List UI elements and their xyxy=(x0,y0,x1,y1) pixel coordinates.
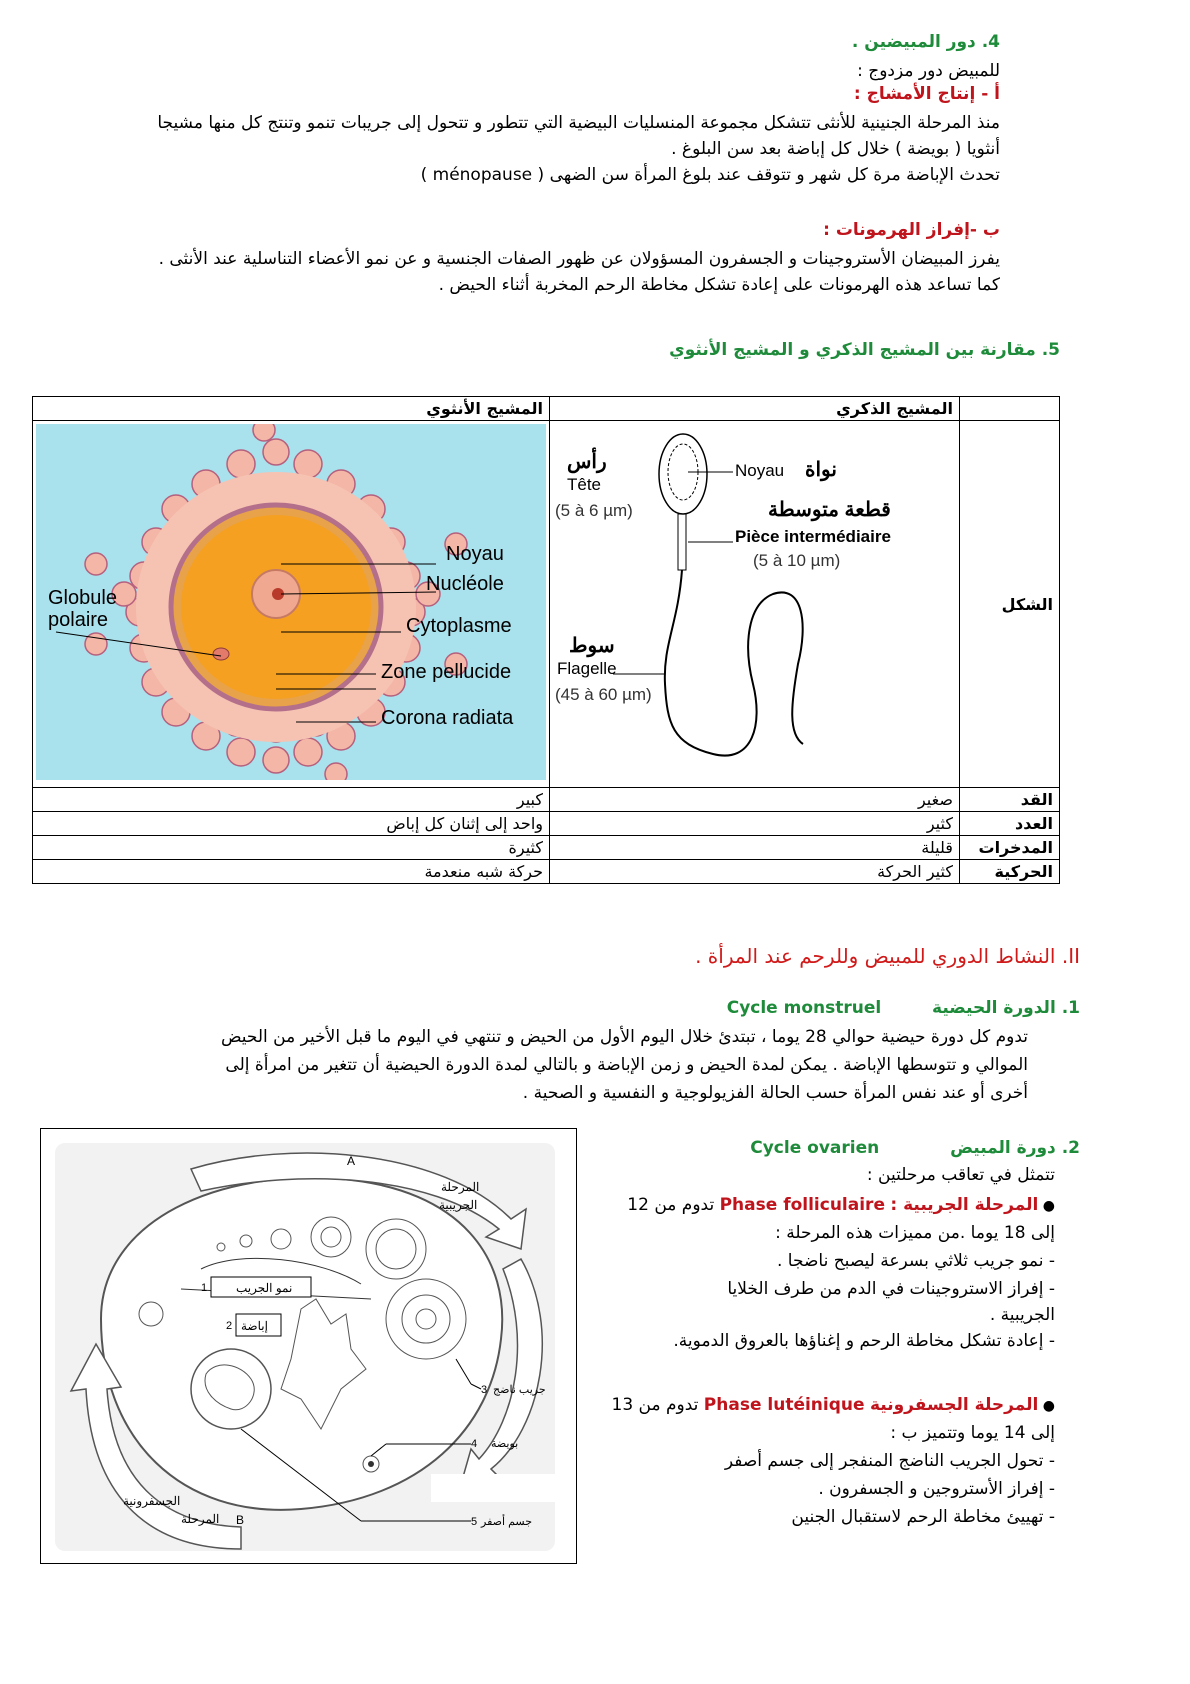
phase1-item: - نمو جريب ثلاثي بسرعة ليصبح ناضجا . xyxy=(777,1251,1055,1271)
table-header-row xyxy=(33,397,1060,421)
label-piece-ar: قطعة متوسطة xyxy=(768,499,891,521)
label-ovulation: إباضة xyxy=(241,1319,268,1333)
phase2-item: - إفراز الأستروجين و الجسفرون . xyxy=(818,1479,1055,1499)
label-noyau-ar: نواة xyxy=(805,459,837,481)
table-row xyxy=(33,812,1060,836)
label-n4: 4 xyxy=(471,1438,478,1450)
cell-male-reserves: قليلة xyxy=(550,836,960,860)
sperm-diagram xyxy=(553,424,943,780)
section4b-line2: كما تساعد هذه الهرمونات على إعادة تشكل مخاطة الرحم المخربة أثناء الحيض . xyxy=(438,275,1000,295)
label-nucleole: Nucléole xyxy=(426,573,504,595)
header-male: المشيج الذكري xyxy=(550,397,960,421)
section4a-title: أ - إنتاج الأمشاج : xyxy=(853,84,1000,104)
section4-heading: 4. دور المبيضين . xyxy=(851,32,1000,52)
label-phase-f1: المرحلة xyxy=(441,1180,480,1194)
phase2-item-1: تحول الجريب الناضج المنفجر إلى جسم أصفر xyxy=(724,1451,1044,1471)
section2-intro: تتمثل في تعاقب مرحلتين : xyxy=(866,1165,1055,1185)
table-row-shape xyxy=(33,421,1060,788)
cell-female-size: كبير xyxy=(33,788,550,812)
label-tete-size: (5 à 6 µm) xyxy=(555,501,633,520)
cell-male-count: كثير xyxy=(550,812,960,836)
label-A: A xyxy=(347,1154,356,1168)
section4a-line2: أنثويا ( بويضة ) خلال كل إباضة بعد سن البلوغ . xyxy=(671,139,1000,159)
header-female: المشيج الأنثوي xyxy=(33,397,550,421)
phase2-item-2: إفراز الأستروجين و الجسفرون . xyxy=(818,1479,1044,1499)
section1-heading-row xyxy=(727,998,1080,1018)
cell-female-count: واحد إلى إثنان كل إباض xyxy=(33,812,550,836)
label-mature-follicle: جريب ناضج xyxy=(493,1384,546,1396)
bullet-icon: ● xyxy=(1038,1398,1055,1414)
label-n3: 3 xyxy=(481,1384,488,1396)
label-n1: 1 xyxy=(201,1282,208,1294)
section1-heading: 1. الدورة الحيضية xyxy=(932,998,1080,1018)
phase2-ar: المرحلة الجسفرونية xyxy=(869,1395,1039,1415)
label-zone: Zone pellucide xyxy=(381,661,512,683)
section1-fr: Cycle monstruel xyxy=(726,998,882,1018)
header-empty xyxy=(959,397,1059,421)
label-phase-f2: الجريبية xyxy=(439,1198,478,1212)
section4-intro: للمبيض دور مزدوج : xyxy=(857,61,1000,81)
ovum-figure-cell xyxy=(33,421,550,788)
phase1-item: - إعادة تشكل مخاطة الرحم و إغناؤها بالعروق الدموية. xyxy=(673,1331,1055,1351)
section4a-line3: تحدث الإباضة مرة كل شهر و تتوقف عند بلوغ المرأة سن الضهى ( ménopause ) xyxy=(420,165,1000,185)
label-globule1: Globule xyxy=(48,587,117,609)
phase1-line xyxy=(495,1192,1055,1219)
label-piece-size: (5 à 10 µm) xyxy=(753,551,841,570)
table-row xyxy=(33,788,1060,812)
row-label-reserves: المدخرات xyxy=(959,836,1059,860)
row-label-shape: الشكل xyxy=(959,421,1059,788)
phase2-item: - تحول الجريب الناضج المنفجر إلى جسم أصفر xyxy=(724,1451,1055,1471)
section1-line3: أخرى أو عند نفس المرأة حسب الحالة الفزيولوجية و النفسية و الصحية . xyxy=(522,1083,1028,1103)
table-row xyxy=(33,860,1060,884)
polar-body xyxy=(213,648,229,660)
label-flag-ar: سوط xyxy=(569,635,615,657)
label-growth: نمو الجريب xyxy=(236,1281,293,1295)
label-noyau-sperm: Noyau xyxy=(735,461,785,480)
phase1-item-3: إعادة تشكل مخاطة الرحم و إغناؤها بالعروق الدموية. xyxy=(673,1331,1044,1351)
label-globule2: polaire xyxy=(48,609,109,631)
sperm-figure-cell xyxy=(550,421,960,788)
phase1-item-1: نمو جريب ثلاثي بسرعة ليصبح ناضجا . xyxy=(777,1251,1044,1271)
phase2-line2: إلى 14 يوما وتتميز ب : xyxy=(890,1423,1055,1443)
comparison-table xyxy=(32,396,1060,884)
phase2-rest: تدوم من 13 xyxy=(611,1395,699,1415)
phase2-line xyxy=(495,1392,1055,1419)
section1-line1: تدوم كل دورة حيضية حوالي 28 يوما ، تبتدئ خلال اليوم الأول من الحيض و تنتهي في اليوم ما قبل الأخير من الحيض xyxy=(220,1027,1028,1047)
cell-male-size: صغير xyxy=(550,788,960,812)
cell-male-motility: كثير الحركة xyxy=(550,860,960,884)
label-ovum: بويضة xyxy=(491,1438,519,1450)
label-tete: Tête xyxy=(567,475,602,494)
section4b-line1: يفرز المبيضان الأستروجينات و الجسفرون المسؤولان عن ظهور الصفات الجنسية و عن نمو الأعضاء التناسلية عند الأنثى . xyxy=(158,249,1000,269)
table-row xyxy=(33,836,1060,860)
section2-heading-row xyxy=(750,1138,1080,1158)
section2-fr: Cycle ovarien xyxy=(750,1138,880,1158)
row-label-motility: الحركية xyxy=(959,860,1059,884)
phase2-item-3: تهييئ مخاطة الرحم لاستقبال الجنين xyxy=(791,1507,1044,1527)
phase2-fr: Phase lutéinique xyxy=(703,1395,865,1415)
label-n5: 5 xyxy=(471,1516,478,1528)
label-flag: Flagelle xyxy=(557,659,617,678)
section2-heading: 2. دورة المبيض xyxy=(950,1138,1080,1158)
label-corpus-luteum: جسم أصفر xyxy=(481,1516,533,1528)
cell-female-reserves: كثيرة xyxy=(33,836,550,860)
phase1-item-2: إفراز الاستروجينات في الدم من طرف الخلايا xyxy=(727,1279,1044,1299)
label-corona: Corona radiata xyxy=(381,707,514,729)
label-B: B xyxy=(236,1513,245,1527)
label-cytoplasme: Cytoplasme xyxy=(406,615,512,637)
label-flag-size: (45 à 60 µm) xyxy=(555,685,652,704)
phase1-cont: الجريبية . xyxy=(989,1305,1055,1325)
section4a-line1: منذ المرحلة الجنينية للأنثى تتشكل مجموعة المنسليات البيضية التي تتطور و تتحول إلى جريبات تنمو وتنتج كل منها مشيجا xyxy=(157,113,1000,133)
row-label-count: العدد xyxy=(959,812,1059,836)
bullet-icon: ● xyxy=(1038,1198,1055,1214)
label-noyau: Noyau xyxy=(446,543,504,565)
phase1-line2: إلى 18 يوما .من مميزات هذه المرحلة : xyxy=(775,1223,1055,1243)
ovum-diagram xyxy=(36,424,546,780)
cell-female-motility: حركة شبه منعدمة xyxy=(33,860,550,884)
section4b-title: ب -إفراز الهرمونات : xyxy=(823,220,1000,240)
phase1-item: - إفراز الاستروجينات في الدم من طرف الخلايا xyxy=(727,1279,1055,1299)
label-phase-l1: الجسفرونية xyxy=(123,1494,181,1508)
sectionII-heading: II. النشاط الدوري للمبيض وللرحم عند المرأة . xyxy=(695,944,1080,968)
phase2-item: - تهييئ مخاطة الرحم لاستقبال الجنين xyxy=(791,1507,1055,1527)
label-piece: Pièce intermédiaire xyxy=(735,527,891,546)
section1-line2: الموالي و تتوسطها الإباضة . يمكن لمدة الحيض و زمن الإباضة و بالتالي لمدة الدورة الحيضية أن تتغير من امرأة إلى xyxy=(225,1055,1028,1075)
label-phase-l2: المرحلة xyxy=(181,1512,220,1526)
phase1-ar: المرحلة الجريبية : xyxy=(890,1195,1039,1215)
label-n2: 2 xyxy=(226,1320,233,1332)
row-label-size: القد xyxy=(959,788,1059,812)
phase1-rest: تدوم من 12 xyxy=(627,1195,715,1215)
label-tete-ar: رأس xyxy=(567,451,607,473)
phase1-fr: Phase folliculaire xyxy=(719,1195,885,1215)
section5-heading: 5. مقارنة بين المشيج الذكري و المشيج الأنثوي xyxy=(669,340,1060,360)
